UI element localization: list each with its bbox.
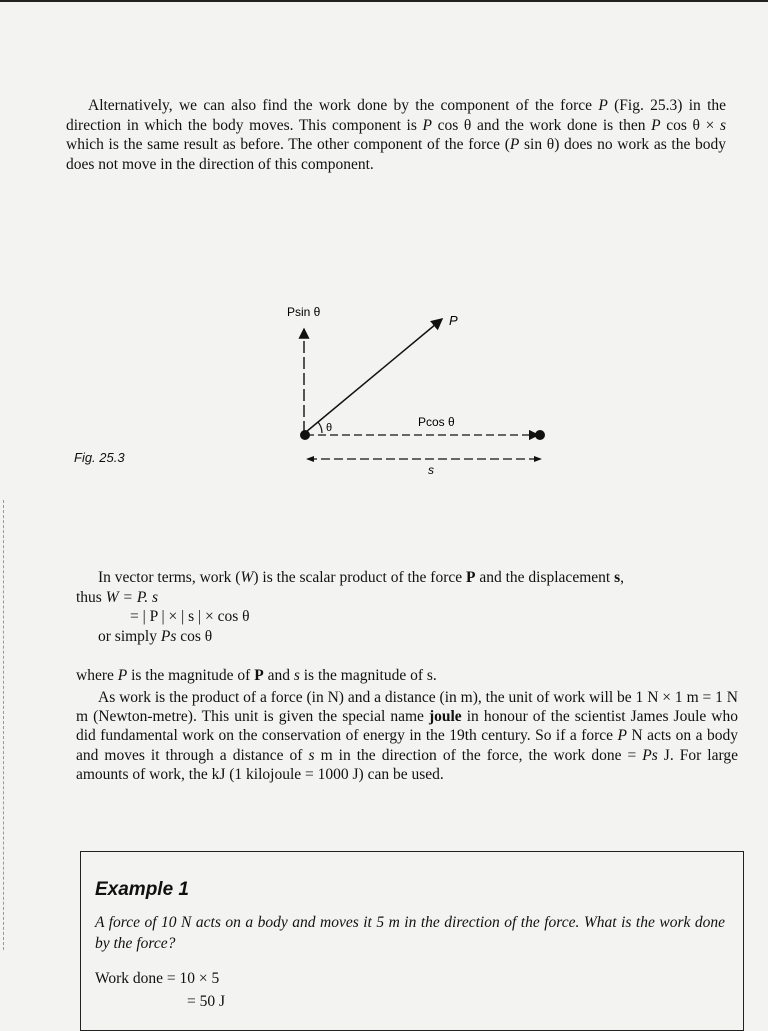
angle-arc: [318, 422, 322, 433]
label-p: P: [449, 313, 458, 328]
example-question: A force of 10 N acts on a body and moves it 5 m in the direction of the force. What is the work done by the force?: [95, 914, 725, 952]
example-box: [80, 851, 744, 1031]
paragraph-joule-unit: As work is the product of a force (in N) and a distance (in m), the unit of work will be 1 N × 1 m = 1 N m (Newton-metre). This unit is given the special name joule in honour of the scientist James Joule who did fundamental work on the conservation of energy in the 19th century. So if a force P N acts on a body and moves it through a distance of s m in the direction of the force, the work done = Ps J. For large amounts of work, the kJ (1 kilojoule = 1000 J) can be used.: [76, 689, 738, 783]
equation-line-2: = | P | × | s | × cos θ: [130, 608, 250, 625]
equation-line-3: or simply Ps cos θ: [98, 627, 213, 645]
body-end-point: [535, 430, 545, 440]
label-s: s: [428, 463, 434, 477]
paragraph-alternative-work: Alternatively, we can also find the work done by the component of the force P (Fig. 25.3) in the direction in which the body moves. This component is P cos θ and the work done is then P cos θ × s which is the same result as before. The other component of the force (P sin θ) does no work as the body does not move in the direction of this component.: [66, 97, 727, 173]
body-start-point: [300, 430, 310, 440]
example-answer-line-1: Work done = 10 × 5: [95, 970, 220, 987]
displacement-left-arrowhead: [306, 456, 314, 462]
equation-line-1: W = P. s: [105, 588, 159, 606]
page-top-rule: [0, 0, 768, 2]
margin-marks: [3, 500, 6, 950]
figure-caption: Fig. 25.3: [74, 450, 125, 465]
force-diagram: [270, 285, 570, 485]
displacement-right-arrowhead: [534, 456, 542, 462]
label-psin: Psin θ: [287, 305, 321, 319]
example-title: Example 1: [95, 879, 189, 900]
paragraph-magnitudes: where P is the magnitude of P and s is the magnitude of s.: [76, 667, 437, 684]
label-pcos: Pcos θ: [418, 415, 455, 429]
label-theta: θ: [326, 422, 333, 434]
paragraph-vector-terms: In vector terms, work (W) is the scalar product of the force P and the displacement s, thus W = P. s = | P | × | s | × cos θ or simply Ps cos θ: [76, 569, 624, 645]
example-answer-line-2: = 50 J: [187, 993, 226, 1010]
